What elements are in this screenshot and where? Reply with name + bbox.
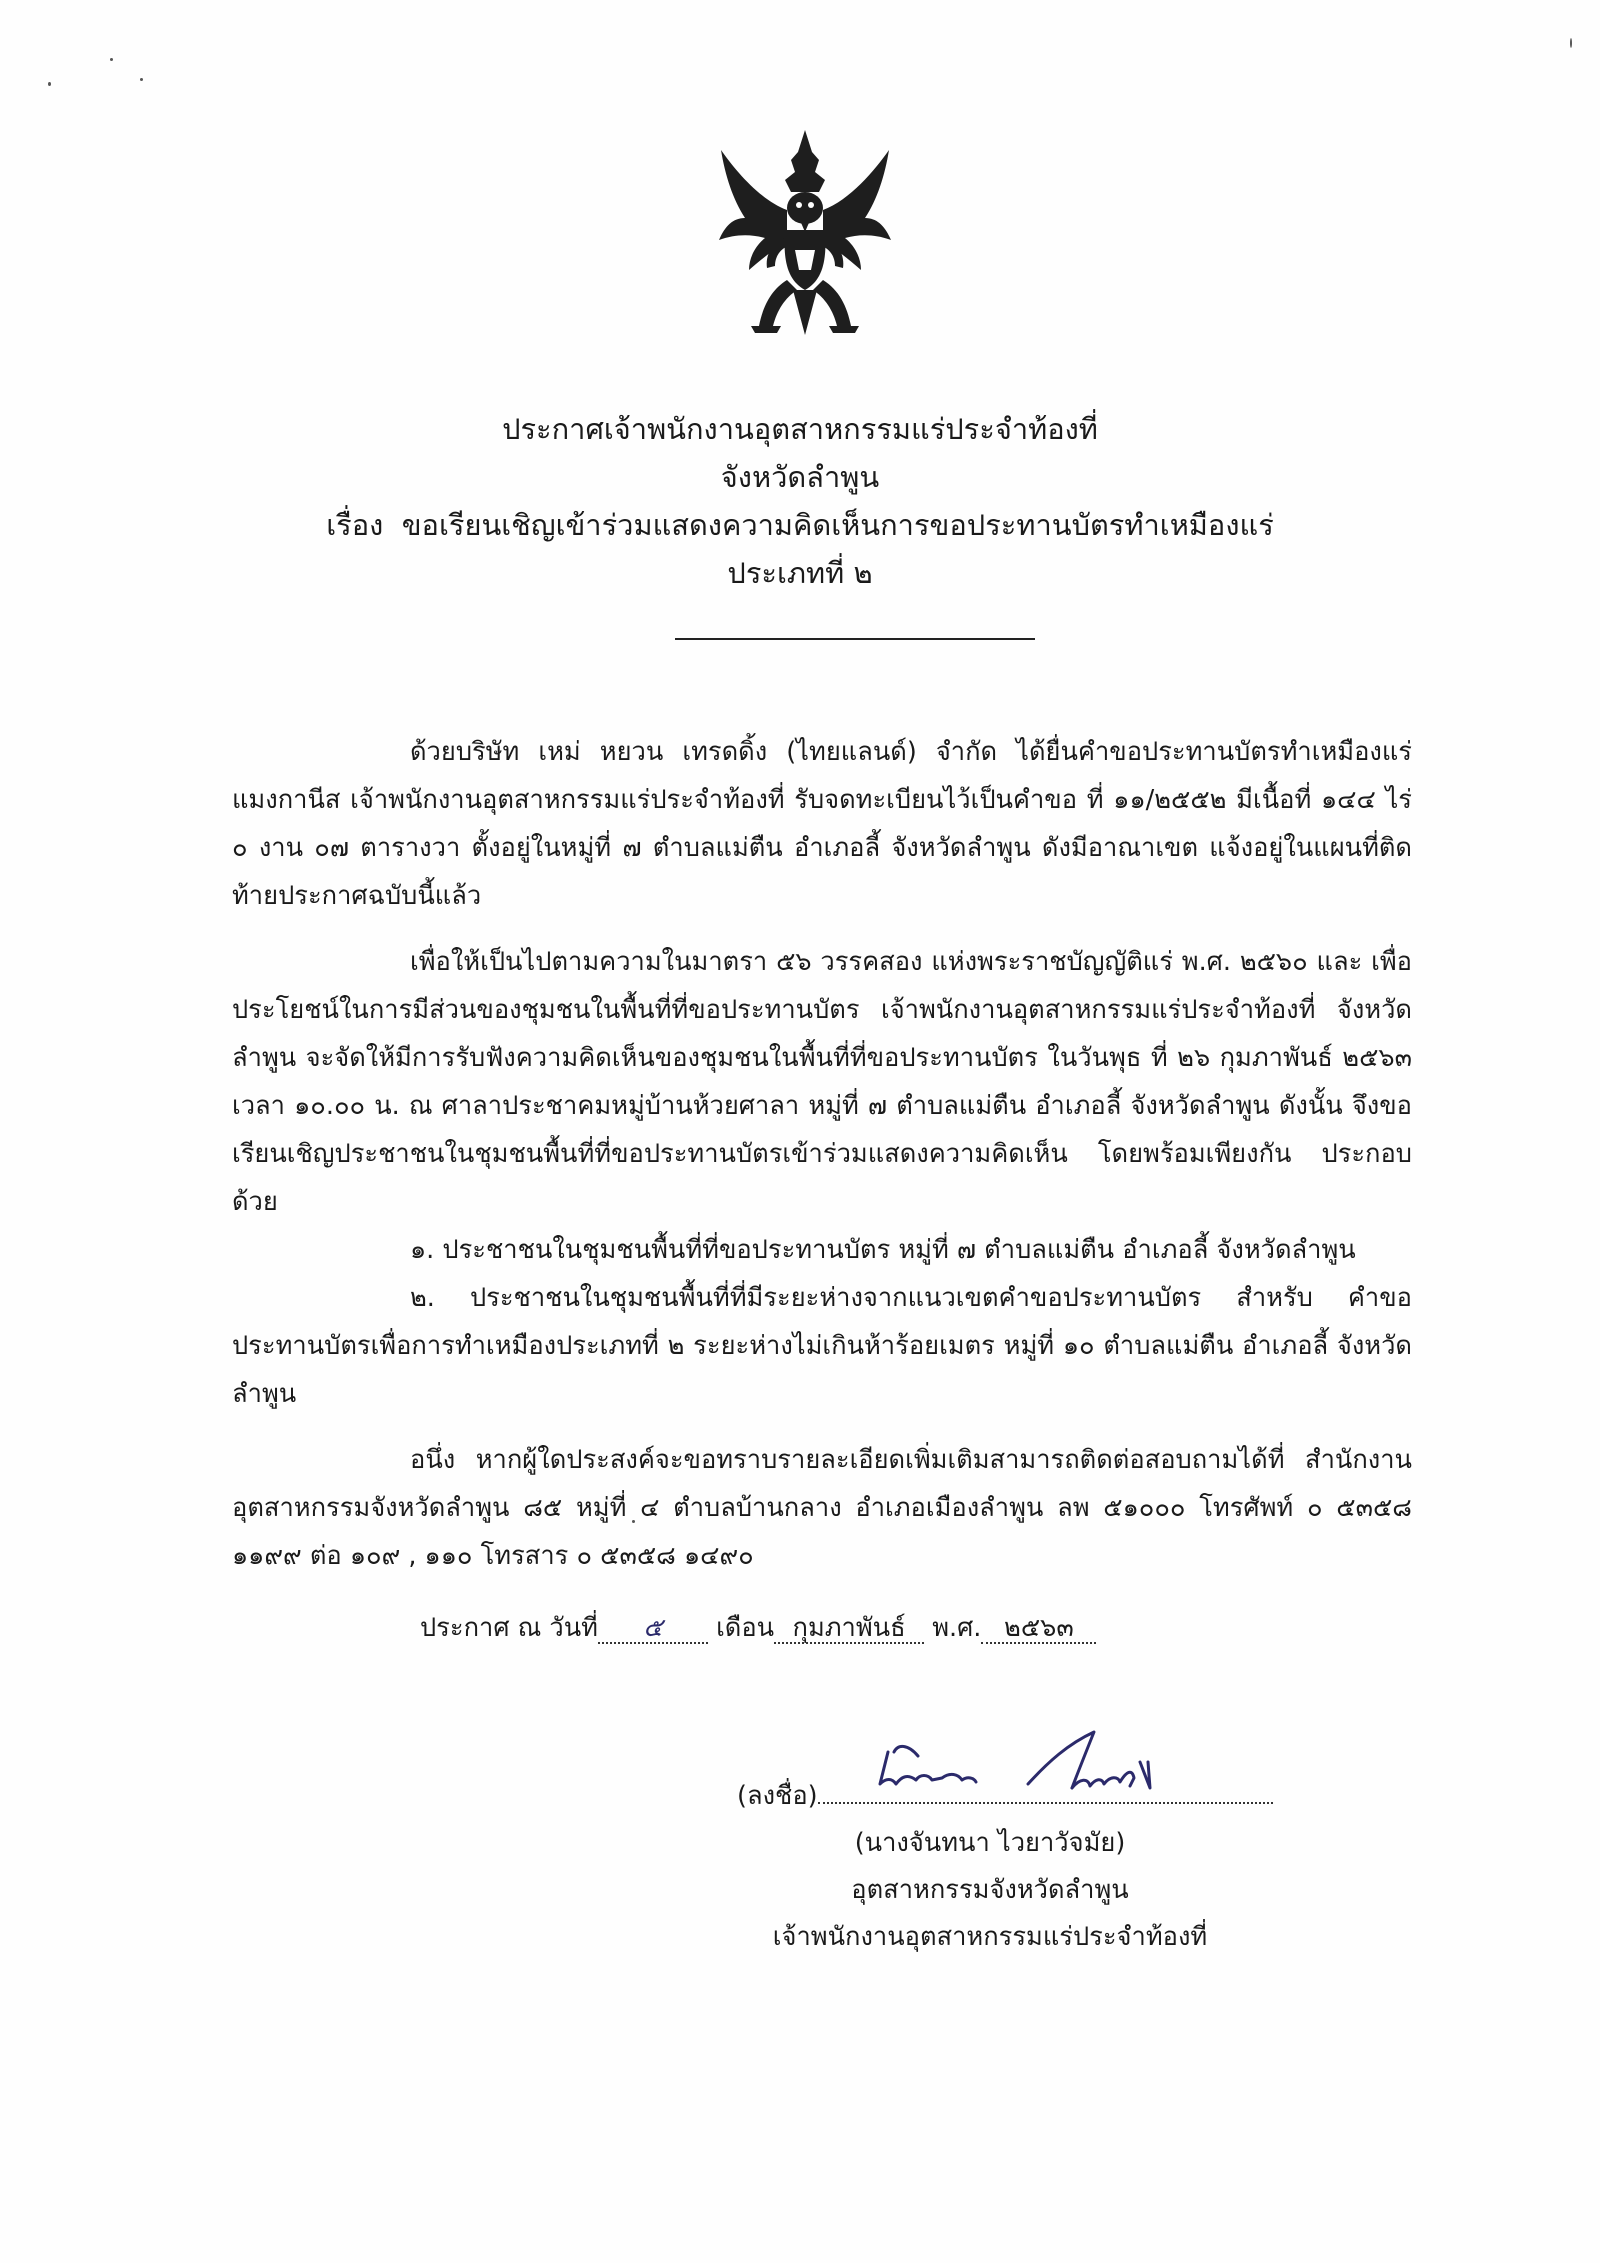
announcement-body [232,728,1412,1580]
paragraph-1: ด้วยบริษัท เหม่ หยวน เทรดดิ้ง (ไทยแลนด์) จำกัด ได้ยื่นคำขอประทานบัตรทำเหมืองแร่ แมงกานีส เจ้าพนักงานอุตสาหกรรมแร่ประจำท้องที่ รับจดทะเบียนไว้เป็นคำขอ ที่ ๑๑/๒๕๕๒ มีเนื้อที่ ๑๔๔ ไร่ ๐ งาน ๐๗ ตารางวา ตั้งอยู่ในหมู่ที่ ๗ ตำบลแม่ตืน อำเภอลี้ จังหวัดลำพูน ดังมีอาณาเขต แจ้งอยู่ในแผนที่ติดท้ายประกาศฉบับนี้แล้ว [232,737,1412,911]
scan-speck [48,82,51,86]
garuda-emblem-icon [715,130,895,335]
scan-speck [110,58,113,61]
signer-name: (นางจันทนา ไวยาวัจมัย) [854,1828,1126,1858]
signer-position-1: อุตสาหกรรมจังหวัดลำพูน [851,1875,1129,1905]
title-line-1: ประกาศเจ้าพนักงานอุตสาหกรรมแร่ประจำท้องที่ [502,412,1098,446]
signer-position-2: เจ้าพนักงานอุตสาหกรรมแร่ประจำท้องที่ [772,1922,1208,1952]
paragraph-3: อนึ่ง หากผู้ใดประสงค์จะขอทราบรายละเอียดเพิ่มเติมสามารถติดต่อสอบถามได้ที่ สำนักงานอุตสาหกรรมจังหวัดลำพูน ๘๕ หมู่ที่ ๔ ตำบลบ้านกลาง อำเภอเมืองลำพูน ลพ ๕๑๐๐๐ โทรศัพท์ ๐ ๕๓๕๘ ๑๑๙๙ ต่อ ๑๐๙ , ๑๑๐ โทรสาร ๐ ๕๓๕๘ ๑๔๙๐ [232,1445,1412,1571]
subject-label: เรื่อง [326,508,384,542]
title-line-4: ประเภทที่ ๒ [727,556,873,590]
year-label: พ.ศ. [932,1613,982,1643]
year-field [981,1608,1096,1644]
scan-speck [1570,38,1572,48]
date-label: ประกาศ ณ วันที่ [420,1613,598,1643]
month-label: เดือน [716,1613,775,1643]
paragraph-2: เพื่อให้เป็นไปตามความในมาตรา ๕๖ วรรคสอง แห่งพระราชบัญญัติแร่ พ.ศ. ๒๕๖๐ และ เพื่อประโยชน์ในการมีส่วนของชุมชนในพื้นที่ที่ขอประทานบัตร เจ้าพนักงานอุตสาหกรรมแร่ประจำท้องที่ จังหวัดลำพูน จะจัดให้มีการรับฟังความคิดเห็นของชุมชนในพื้นที่ที่ขอประทานบัตร ในวันพุธ ที่ ๒๖ กุมภาพันธ์ ๒๕๖๓ เวลา ๑๐.๐๐ น. ณ ศาลาประชาคมหมู่บ้านห้วยศาลา หมู่ที่ ๗ ตำบลแม่ตืน อำเภอลี้ จังหวัดลำพูน ดังนั้น จึงขอเรียนเชิญประชาชนในชุมชนพื้นที่ที่ขอประทานบัตรเข้าร่วมแสดงความคิดเห็น โดยพร้อมเพียงกัน ประกอบด้วย [232,947,1412,1217]
day-value: ๕ [643,1613,663,1643]
list-item-1: ๑. ประชาชนในชุมชนพื้นที่ที่ขอประทานบัตร หมู่ที่ ๗ ตำบลแม่ตืน อำเภอลี้ จังหวัดลำพูน [410,1235,1356,1265]
signer-block [760,1820,1220,1961]
signature-line [737,1770,1273,1816]
signature-field [818,1770,1273,1804]
announcement-title [0,405,1600,597]
day-field [598,1608,708,1644]
handwritten-signature [858,1722,1218,1802]
month-value: กุมภาพันธ์ [792,1613,906,1643]
scan-speck [140,78,143,81]
subject-text: ขอเรียนเชิญเข้าร่วมแสดงความคิดเห็นการขอประทานบัตรทำเหมืองแร่ [401,508,1274,542]
signature-label: (ลงชื่อ) [737,1781,818,1811]
year-value: ๒๕๖๓ [1004,1613,1074,1643]
month-field [774,1608,924,1644]
title-line-2: จังหวัดลำพูน [720,460,880,494]
title-divider [675,638,1035,640]
announcement-dateline [420,1608,1096,1648]
title-subject [0,501,1600,549]
list-item-2: ๒. ประชาชนในชุมชนพื้นที่ที่มีระยะห่างจากแนวเขตคำขอประทานบัตร สำหรับ คำขอประทานบัตรเพื่อการทำเหมืองประเภทที่ ๒ ระยะห่างไม่เกินห้าร้อยเมตร หมู่ที่ ๑๐ ตำบลแม่ตืน อำเภอลี้ จังหวัดลำพูน [232,1283,1412,1409]
